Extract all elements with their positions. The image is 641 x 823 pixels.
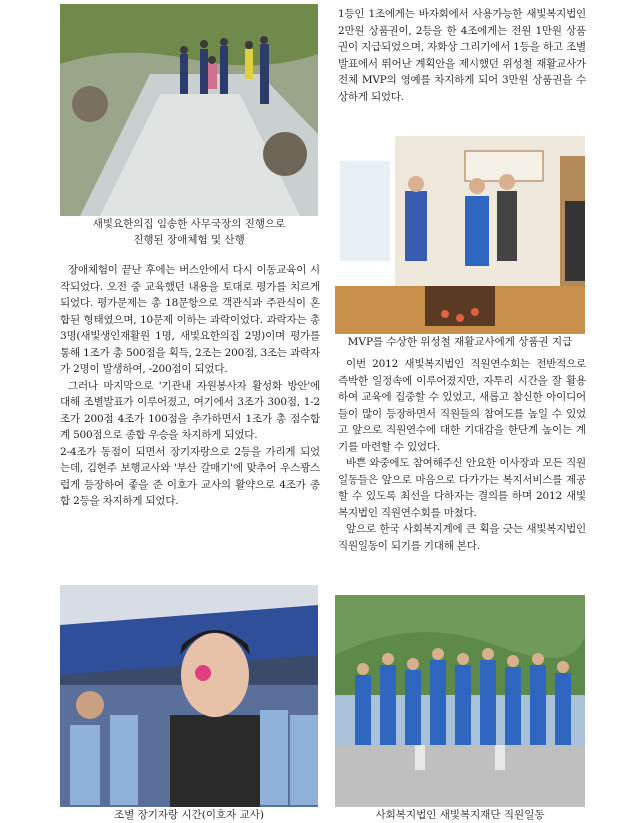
right-paragraph: 이번 2012 새빛복지법인 직원연수회는 전반적으로 즉박한 일정속에 이루어졌지만, 자투리 시간을 잘 활용하여 교육에 집중할 수 있었고, 새롭고 참신한 아이디어들이 많이 등장하면서 직원들의 참여도를 높일 수 있었고 앞으로 직원연수에 대한 기대감을 한단계 높이는 계기를 마련할 수 있었다. <box>338 358 586 453</box>
right-paragraph: 앞으로 한국 사회복지계에 큰 획을 긋는 새빛복지법인 직원일동이 되기를 기대해 본다. <box>338 523 586 552</box>
photo-hiking-stream <box>60 4 318 216</box>
photo-bus-talent-show <box>60 585 318 807</box>
right-body-text <box>338 356 586 554</box>
photo1-caption-line2: 진행된 장애체험 및 산행 <box>133 234 245 246</box>
left-paragraph: 장애체험이 끝난 후에는 버스안에서 다시 이동교육이 시작되었다. 오전 중 교육했던 내용을 토대로 평가를 치르게 되었다. 평가문제는 총 18문항으로 객관식과 주관식이 혼합된 형태였으며, 10문제 이하는 과락이었다. 과락자는 총 3명(새빛생인재활원 1명, 새빛요한의집 2명)이며 평가를 통해 1조가 총 500점을 획득, 2조는 200점, 3조는 과락자가 2명이 발생하여, -200점이 되었다. <box>60 264 320 375</box>
photo3-caption: 조별 장기자랑 시간(이호자 교사) <box>113 809 265 821</box>
photo-staff-group <box>335 595 585 807</box>
right-paragraph: 바쁜 와중에도 참여해주신 안요한 이사장과 모든 직원 일동들은 앞으로 마음으로 다가가는 복지서비스를 제공할 수 있도록 최선을 다하자는 결의를 하며 2012 새빛복지법인 직원연수회를 마쳤다. <box>338 457 586 519</box>
photo1-caption <box>60 216 318 248</box>
left-paragraph: 2-4조가 동점이 되면서 장기자랑으로 2등을 가리게 되었는데, 김현주 보행교사와 '부산 갈매기'에 맞추어 우스꽝스럽게 등장하여 좋을 준 이호가 교사의 활약으로 4조가 종합 2등을 차지하게 되었다. <box>60 445 320 507</box>
left-body-text <box>60 262 320 510</box>
photo2-caption: MVP를 수상한 위성철 재활교사에게 상품권 지급 <box>347 336 573 348</box>
right-intro: 1등인 1조에게는 바자회에서 사용가능한 새빛복지법인 2만원 상품권이, 2등을 한 4조에게는 전원 1만원 상품권이 지급되었으며, 자화상 그리기에서 1등을 하고 조별발표에서 뛰어난 계획안을 제시했던 위성철 재활교사가 전체 MVP의 영예를 차지하게 되어 3만원 상품권을 수상하게 되었다. <box>338 8 586 103</box>
left-paragraph: 그러나 마지막으로 '기관내 자원봉사자 활성화 방안'에 대해 조별발표가 이루어졌고, 여기에서 3조가 300점, 1-2조가 200점 4조가 100점을 추가하면서 1조가 총 점수합계 500점으로 종합 우승을 차지하게 되었다. <box>60 379 320 441</box>
photo-mvp-award <box>335 136 585 334</box>
photo4-caption: 사회복지법인 새빛복지재단 직원일동 <box>375 809 545 821</box>
photo1-caption-line1: 새빛요한의집 임송한 사무국장의 진행으로 <box>92 218 286 230</box>
